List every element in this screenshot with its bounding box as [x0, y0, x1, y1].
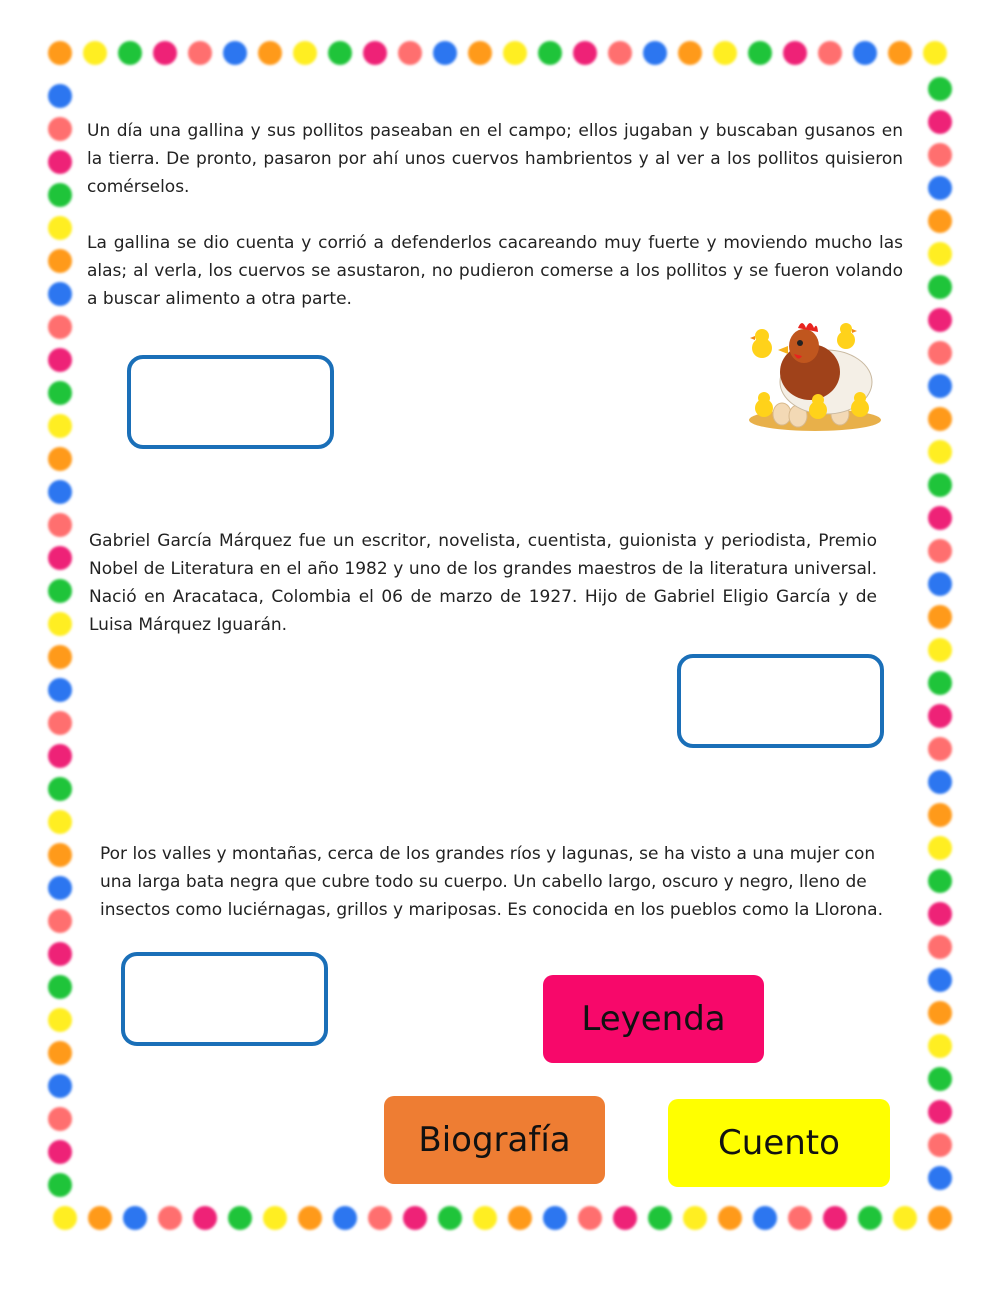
border-dot	[928, 341, 952, 365]
border-dot	[48, 777, 72, 801]
drag-tile-leyenda[interactable]: Leyenda	[543, 975, 764, 1063]
border-dot	[928, 1206, 952, 1230]
border-dot	[928, 1067, 952, 1091]
border-dot	[118, 41, 142, 65]
answer-drop-box-biography[interactable]	[677, 654, 884, 748]
border-dot	[368, 1206, 392, 1230]
border-dot	[48, 876, 72, 900]
border-dot	[48, 117, 72, 141]
border-dot	[853, 41, 877, 65]
border-dot	[468, 41, 492, 65]
border-dot	[928, 803, 952, 827]
border-dot	[48, 546, 72, 570]
border-dot	[888, 41, 912, 65]
border-dot	[263, 1206, 287, 1230]
border-dot	[928, 1034, 952, 1058]
border-dot	[573, 41, 597, 65]
border-dot	[328, 41, 352, 65]
border-dot	[928, 836, 952, 860]
border-dot	[398, 41, 422, 65]
border-dot	[928, 1166, 952, 1190]
border-dot	[928, 275, 952, 299]
border-dot	[648, 1206, 672, 1230]
border-dot	[713, 41, 737, 65]
border-dot	[48, 348, 72, 372]
border-dot	[48, 480, 72, 504]
border-dot	[788, 1206, 812, 1230]
border-dot	[928, 374, 952, 398]
drag-tile-cuento[interactable]: Cuento	[668, 1099, 890, 1187]
border-dot	[48, 183, 72, 207]
border-dot	[48, 579, 72, 603]
border-dot	[188, 41, 212, 65]
border-dot	[503, 41, 527, 65]
border-dot	[928, 110, 952, 134]
border-dot	[928, 1133, 952, 1157]
story-paragraph-1: Un día una gallina y sus pollitos paseaban en el campo; ellos jugaban y buscaban gusanos en la tierra. De pronto, pasaron por ahí unos cuervos hambrientos y al ver a los pollitos quisieron comérselos.	[87, 121, 903, 197]
border-dot	[48, 942, 72, 966]
border-dot	[678, 41, 702, 65]
border-dot	[858, 1206, 882, 1230]
hen-with-chicks-image	[742, 312, 888, 436]
border-dot	[298, 1206, 322, 1230]
biography-paragraph: Gabriel García Márquez fue un escritor, novelista, cuentista, guionista y periodista, Premio Nobel de Literatura en el año 1982 y uno de los grandes maestros de la literatura universal. Nació en Aracataca, Colombia el 06 de marzo de 1927. Hijo de Gabriel Eligio García y de Luisa Márquez Iguarán.	[89, 531, 877, 635]
border-dot	[48, 41, 72, 65]
border-dot	[48, 1140, 72, 1164]
border-dot	[928, 539, 952, 563]
border-dot	[928, 935, 952, 959]
border-dot	[928, 869, 952, 893]
border-dot	[543, 1206, 567, 1230]
border-dot	[818, 41, 842, 65]
border-dot	[403, 1206, 427, 1230]
border-dot	[753, 1206, 777, 1230]
border-dot	[83, 41, 107, 65]
border-dot	[48, 150, 72, 174]
border-dot	[48, 645, 72, 669]
border-dot	[48, 909, 72, 933]
border-dot	[48, 216, 72, 240]
border-dot	[153, 41, 177, 65]
border-dot	[48, 1008, 72, 1032]
border-dot	[48, 1074, 72, 1098]
border-dot	[923, 41, 947, 65]
border-dot	[48, 744, 72, 768]
border-dot	[48, 447, 72, 471]
legend-paragraph: Por los valles y montañas, cerca de los grandes ríos y lagunas, se ha visto a una mujer con una larga bata negra que cubre todo su cuerpo. Un cabello largo, oscuro y negro, lleno de insectos como luciérnagas, grillos y mariposas. Es conocida en los pueblos como la Llorona.	[100, 844, 883, 920]
border-dot	[48, 249, 72, 273]
border-dot	[363, 41, 387, 65]
border-dot	[928, 704, 952, 728]
border-dot	[783, 41, 807, 65]
border-dot	[928, 308, 952, 332]
border-dot	[48, 843, 72, 867]
border-dot	[823, 1206, 847, 1230]
answer-drop-box-story[interactable]	[127, 355, 334, 449]
border-dot	[928, 242, 952, 266]
story-paragraph-2: La gallina se dio cuenta y corrió a defenderlos cacareando muy fuerte y moviendo mucho las alas; al verla, los cuervos se asustaron, no pudieron comerse a los pollitos y se fueron volando a buscar alimento a otra parte.	[87, 233, 903, 309]
border-dot	[223, 41, 247, 65]
border-dot	[928, 737, 952, 761]
border-dot	[928, 473, 952, 497]
border-dot	[293, 41, 317, 65]
border-dot	[48, 1173, 72, 1197]
border-dot	[228, 1206, 252, 1230]
border-dot	[608, 41, 632, 65]
border-dot	[893, 1206, 917, 1230]
border-dot	[928, 1001, 952, 1025]
border-dot	[578, 1206, 602, 1230]
border-dot	[928, 770, 952, 794]
border-dot	[683, 1206, 707, 1230]
answer-drop-box-legend[interactable]	[121, 952, 328, 1046]
border-dot	[48, 513, 72, 537]
border-dot	[48, 84, 72, 108]
border-dot	[538, 41, 562, 65]
border-dot	[928, 209, 952, 233]
border-dot	[928, 605, 952, 629]
border-dot	[748, 41, 772, 65]
border-dot	[928, 638, 952, 662]
border-dot	[48, 381, 72, 405]
border-dot	[48, 711, 72, 735]
drag-tile-biografia[interactable]: Biografía	[384, 1096, 605, 1184]
border-dot	[613, 1206, 637, 1230]
border-dot	[928, 506, 952, 530]
border-dot	[438, 1206, 462, 1230]
border-dot	[928, 143, 952, 167]
border-dot	[928, 968, 952, 992]
border-dot	[48, 810, 72, 834]
border-dot	[48, 414, 72, 438]
border-dot	[928, 572, 952, 596]
border-dot	[433, 41, 457, 65]
border-dot	[88, 1206, 112, 1230]
border-dot	[48, 678, 72, 702]
border-dot	[123, 1206, 147, 1230]
border-dot	[508, 1206, 532, 1230]
border-dot	[333, 1206, 357, 1230]
border-dot	[473, 1206, 497, 1230]
border-dot	[928, 902, 952, 926]
border-dot	[48, 1107, 72, 1131]
border-dot	[158, 1206, 182, 1230]
border-dot	[48, 282, 72, 306]
border-dot	[928, 1100, 952, 1124]
border-dot	[53, 1206, 77, 1230]
border-dot	[928, 440, 952, 464]
border-dot	[193, 1206, 217, 1230]
border-dot	[48, 315, 72, 339]
border-dot	[48, 1041, 72, 1065]
border-dot	[48, 612, 72, 636]
border-dot	[258, 41, 282, 65]
border-dot	[928, 176, 952, 200]
border-dot	[718, 1206, 742, 1230]
border-dot	[928, 671, 952, 695]
border-dot	[48, 975, 72, 999]
border-dot	[928, 77, 952, 101]
border-dot	[928, 407, 952, 431]
border-dot	[643, 41, 667, 65]
